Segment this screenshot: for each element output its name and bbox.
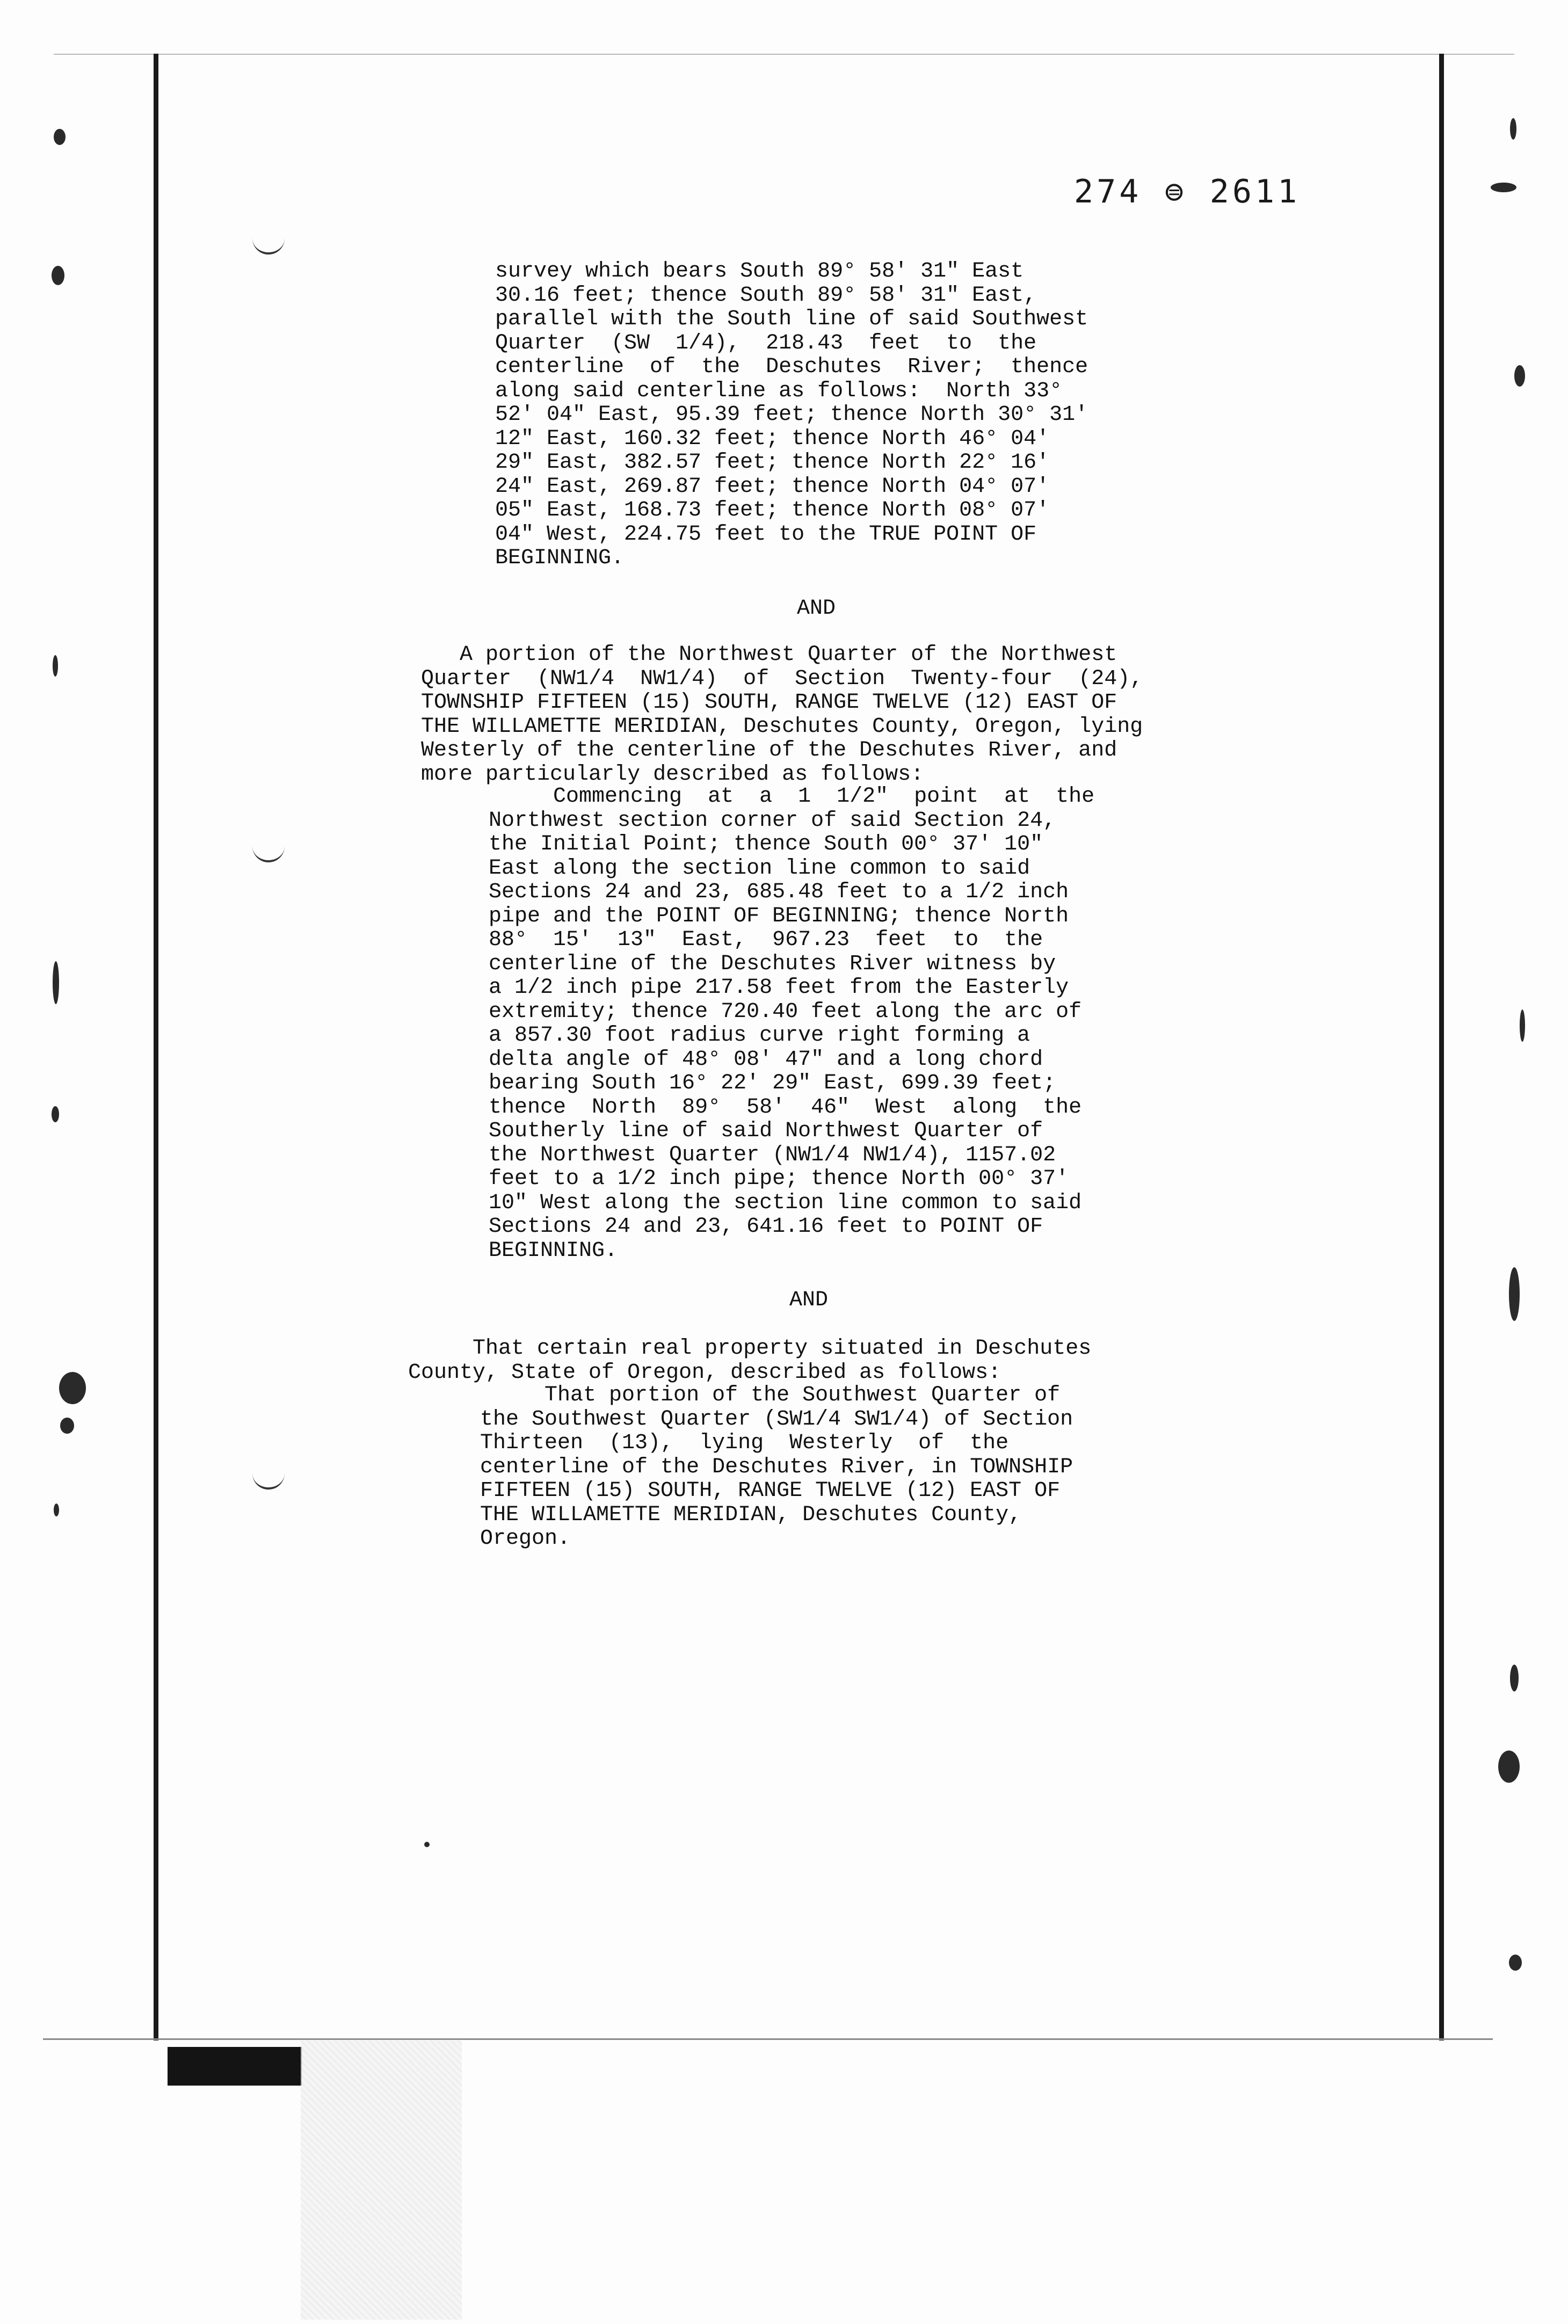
- scan-smudge: [301, 2040, 462, 2320]
- scan-speckle: [1514, 365, 1525, 387]
- scan-speckle: [54, 1504, 59, 1516]
- text-line: more particularly described as follows:: [421, 762, 924, 787]
- text-line: Quarter (NW1/4 NW1/4) of Section Twenty-four (24),: [421, 666, 1143, 691]
- paragraph-southwest-quarter-description: [480, 1384, 1073, 1551]
- scan-black-bar: [168, 2047, 302, 2086]
- text-line: the Southwest Quarter (SW1/4 SW1/4) of Section: [480, 1407, 1073, 1432]
- text-line: County, State of Oregon, described as follows:: [408, 1360, 1001, 1385]
- page-number: 274 ⊜ 2611: [1074, 173, 1301, 210]
- scan-speckle: [53, 961, 59, 1004]
- text-line: a 1/2 inch pipe 217.58 feet from the Easterly: [489, 976, 1069, 1000]
- text-line: along said centerline as follows: North 33°: [495, 379, 1063, 403]
- text-line: 24" East, 269.87 feet; thence North 04° 07': [495, 474, 1050, 499]
- text-line: centerline of the Deschutes River witness by: [489, 952, 1056, 976]
- punch-hole-mark: [252, 1471, 285, 1490]
- punch-hole-mark: [252, 844, 285, 862]
- text-line: Southerly line of said Northwest Quarter of: [489, 1119, 1043, 1143]
- text-line: 88° 15' 13" East, 967.23 feet to the: [489, 928, 1043, 952]
- text-line: Oregon.: [480, 1527, 571, 1551]
- scan-left-border: [154, 54, 158, 2040]
- text-line: Thirteen (13), lying Westerly of the: [480, 1431, 1009, 1455]
- scan-speckle: [424, 1842, 430, 1847]
- text-line: BEGINNING.: [495, 546, 625, 570]
- separator-and: AND: [797, 597, 836, 621]
- text-line: extremity; thence 720.40 feet along the arc of: [489, 999, 1082, 1024]
- text-line: 30.16 feet; thence South 89° 58' 31" East,: [495, 283, 1037, 308]
- text-line: a 857.30 foot radius curve right forming a: [489, 1023, 1030, 1048]
- text-line: centerline of the Deschutes River, in TOWNSHIP: [480, 1455, 1073, 1479]
- text-line: Northwest section corner of said Section 24,: [489, 808, 1056, 833]
- text-line: Sections 24 and 23, 641.16 feet to POINT OF: [489, 1215, 1043, 1239]
- punch-hole-mark: [252, 236, 285, 255]
- text-line: the Northwest Quarter (NW1/4 NW1/4), 1157.02: [489, 1143, 1056, 1167]
- paragraph-real-property-intro: [408, 1337, 1091, 1385]
- text-line: That portion of the Southwest Quarter of: [480, 1383, 1061, 1407]
- scan-speckle: [60, 1418, 74, 1434]
- text-line: 12" East, 160.32 feet; thence North 46° 04': [495, 426, 1050, 451]
- text-line: Sections 24 and 23, 685.48 feet to a 1/2 inch: [489, 880, 1069, 904]
- text-line: parallel with the South line of said Southwest: [495, 307, 1088, 331]
- text-line: A portion of the Northwest Quarter of the Northwest: [421, 643, 1117, 667]
- text-line: East along the section line common to said: [489, 856, 1030, 881]
- text-line: feet to a 1/2 inch pipe; thence North 00° 37': [489, 1167, 1069, 1191]
- scan-speckle: [1520, 1010, 1525, 1042]
- scan-speckle: [1509, 1955, 1522, 1971]
- text-line: Quarter (SW 1/4), 218.43 feet to the: [495, 331, 1037, 355]
- paragraph-northwest-quarter-intro: [421, 643, 1143, 787]
- scan-top-edge: [54, 54, 1514, 55]
- scan-speckle: [1509, 1267, 1520, 1321]
- text-line: centerline of the Deschutes River; thence: [495, 355, 1088, 379]
- text-line: 04" West, 224.75 feet to the TRUE POINT OF: [495, 522, 1037, 547]
- text-line: THE WILLAMETTE MERIDIAN, Deschutes County,: [480, 1502, 1022, 1527]
- text-line: BEGINNING.: [489, 1238, 618, 1263]
- paragraph-commencing-description: [489, 785, 1094, 1263]
- text-line: Westerly of the centerline of the Deschutes River, and: [421, 738, 1117, 762]
- text-line: pipe and the POINT OF BEGINNING; thence North: [489, 904, 1069, 928]
- scan-speckle: [1510, 1665, 1519, 1691]
- text-line: 52' 04" East, 95.39 feet; thence North 30° 31': [495, 403, 1088, 427]
- scan-bottom-edge: [43, 2038, 1493, 2040]
- scan-speckle: [53, 655, 58, 677]
- scan-speckle: [59, 1372, 86, 1404]
- text-line: Commencing at a 1 1/2" point at the: [489, 785, 1095, 809]
- scan-right-border: [1439, 54, 1444, 2040]
- text-line: FIFTEEN (15) SOUTH, RANGE TWELVE (12) EAST OF: [480, 1479, 1061, 1503]
- scan-speckle: [1498, 1751, 1520, 1783]
- text-line: 29" East, 382.57 feet; thence North 22° 16': [495, 451, 1050, 475]
- text-line: 05" East, 168.73 feet; thence North 08° 07': [495, 498, 1050, 522]
- text-line: 10" West along the section line common to said: [489, 1190, 1082, 1215]
- text-line: bearing South 16° 22' 29" East, 699.39 feet;: [489, 1071, 1056, 1095]
- text-line: TOWNSHIP FIFTEEN (15) SOUTH, RANGE TWELVE (12) EAST OF: [421, 691, 1117, 715]
- text-line: survey which bears South 89° 58' 31" East: [495, 259, 1024, 284]
- text-line: That certain real property situated in Deschutes: [408, 1337, 1092, 1361]
- scan-speckle: [52, 1106, 59, 1122]
- scan-speckle: [52, 266, 64, 285]
- paragraph-survey-bearings: [495, 260, 1088, 571]
- text-line: thence North 89° 58' 46" West along the: [489, 1095, 1082, 1120]
- scan-speckle: [54, 129, 66, 145]
- scan-speckle: [1510, 118, 1516, 140]
- text-line: delta angle of 48° 08' 47" and a long chord: [489, 1047, 1043, 1072]
- text-line: the Initial Point; thence South 00° 37' 10": [489, 832, 1043, 856]
- text-line: THE WILLAMETTE MERIDIAN, Deschutes County, Oregon, lying: [421, 714, 1143, 739]
- scan-speckle: [1491, 183, 1516, 192]
- separator-and: AND: [789, 1288, 829, 1312]
